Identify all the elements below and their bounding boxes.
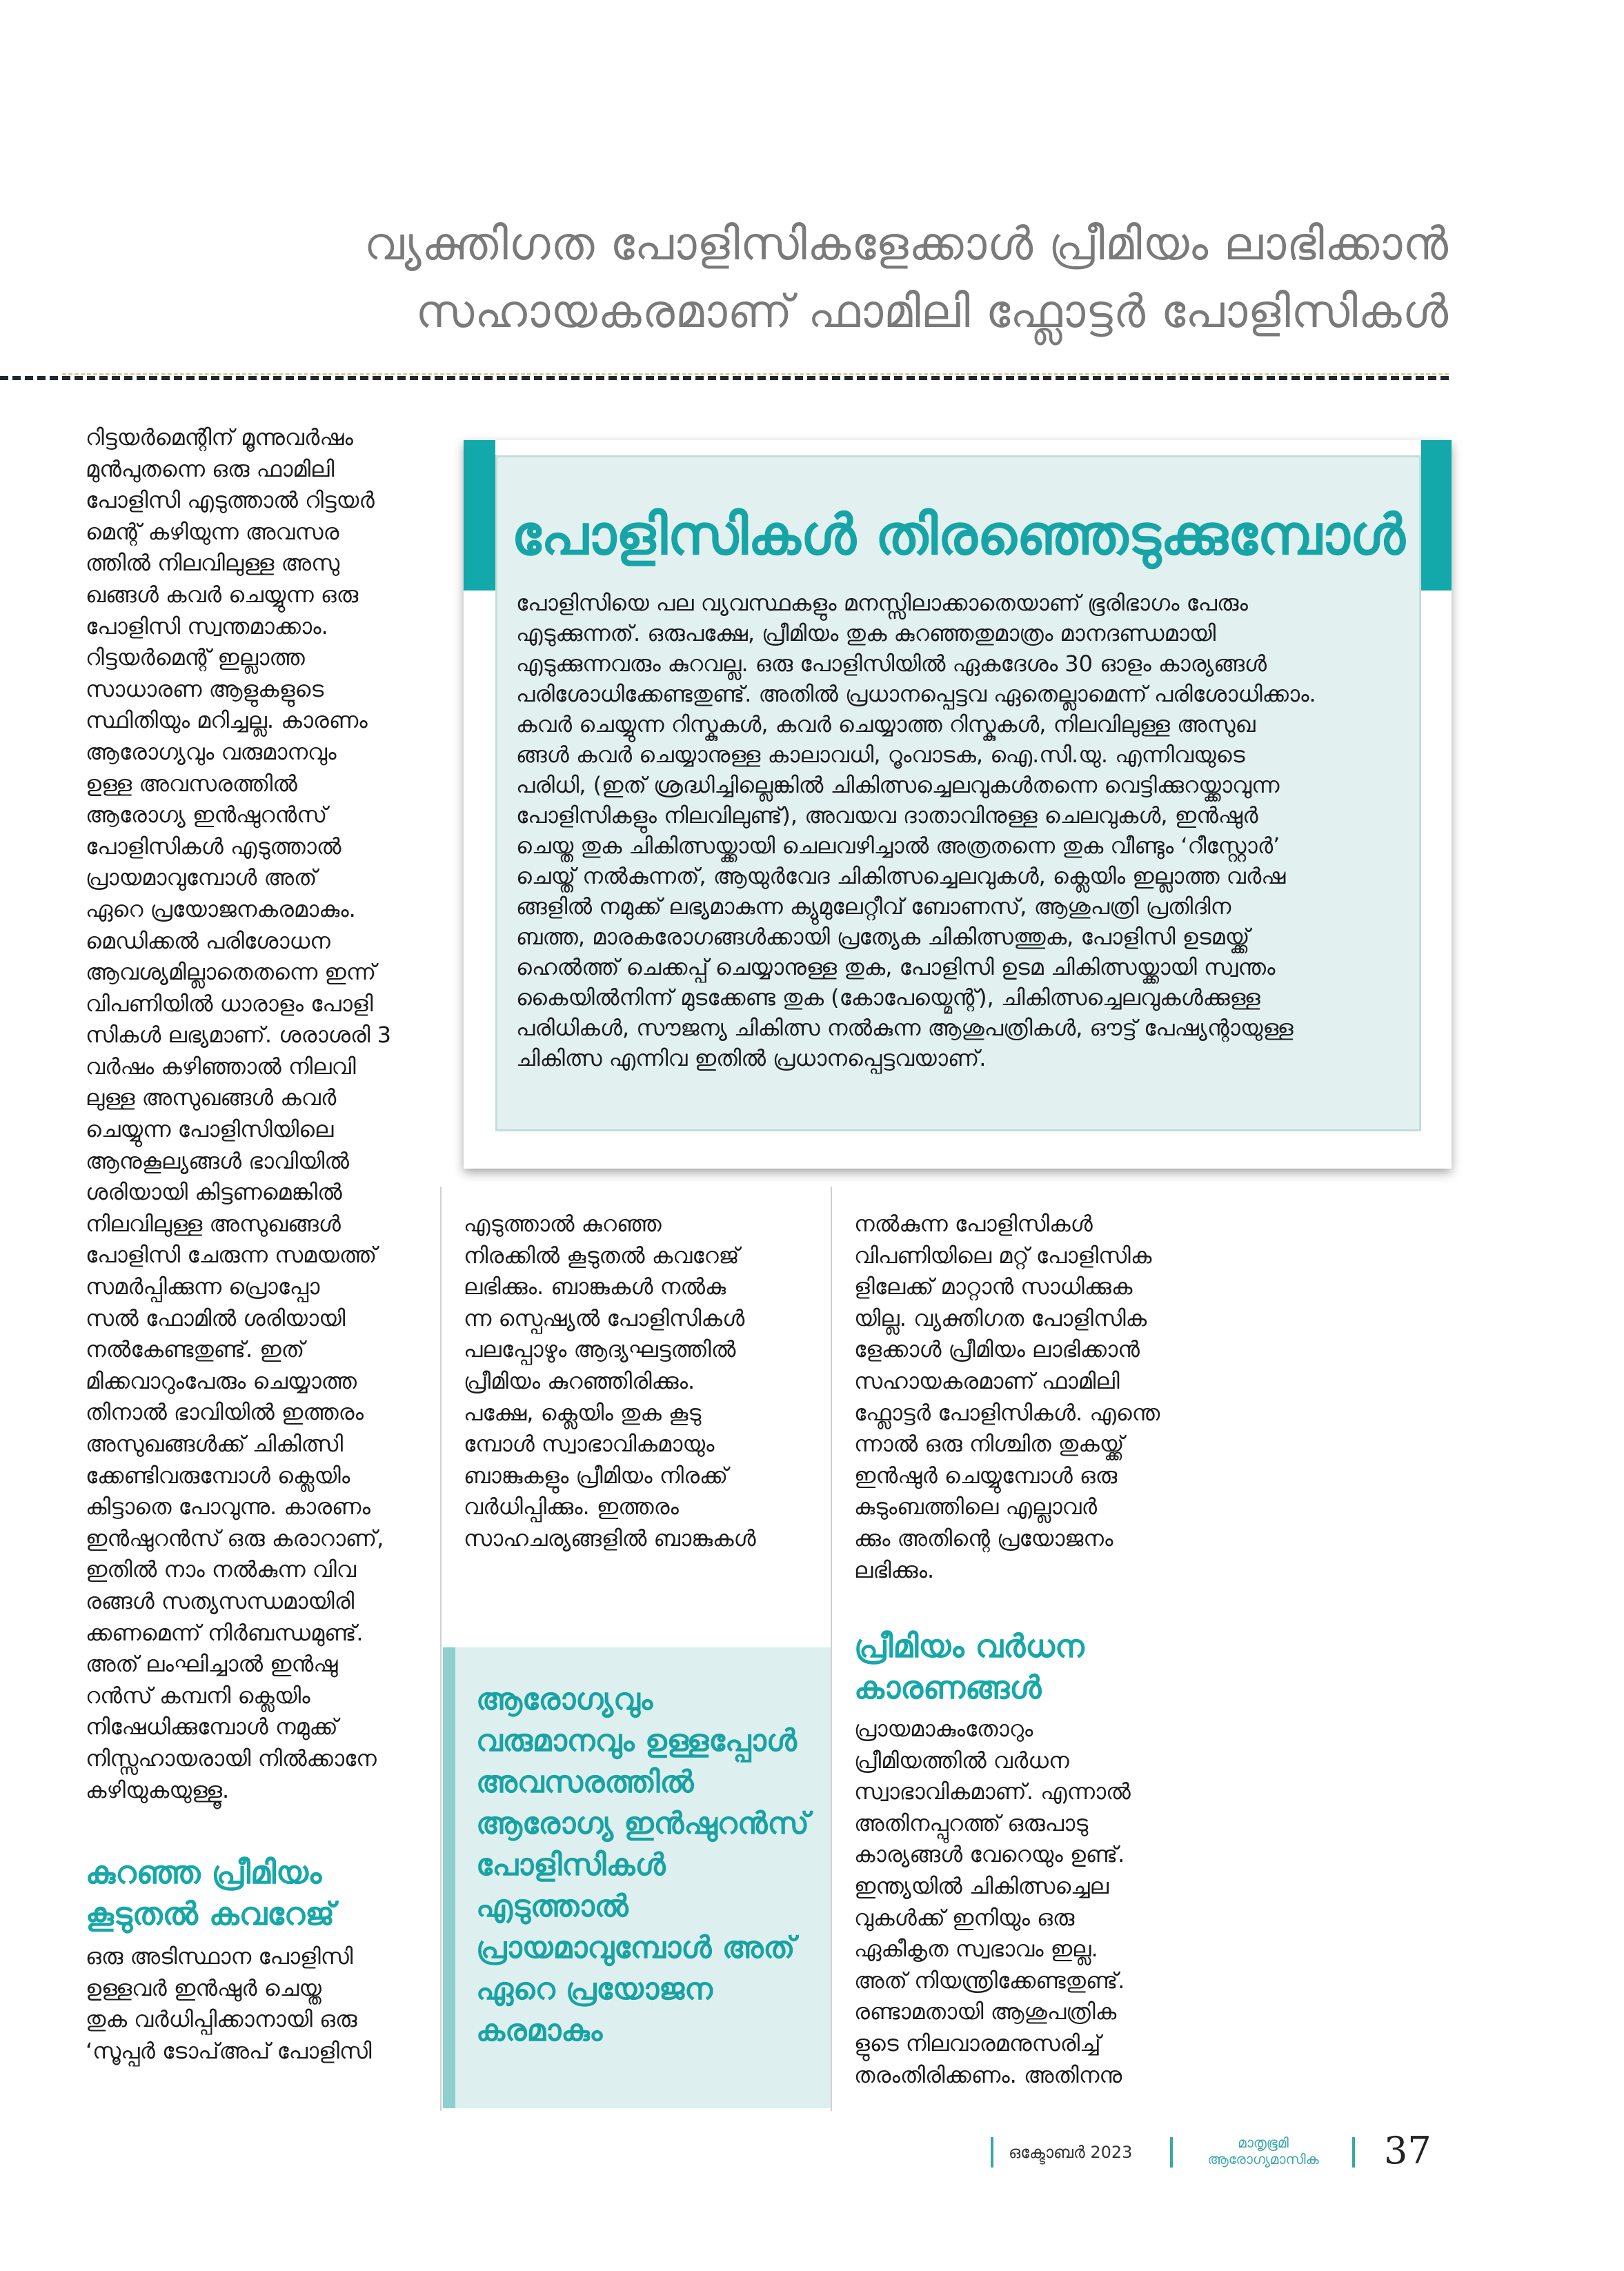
footer-date: ഒക്ടോബർ 2023 [1009,2143,1133,2162]
column1-subheading: കുറഞ്ഞ പ്രീമിയം കൂടുതൽ കവറേജ് [86,1854,335,1932]
info-box-accent-left [464,440,495,591]
header-divider [0,376,1449,380]
footer-separator [1170,2137,1173,2168]
footer-separator [991,2137,993,2168]
column3-subheading: പ്രീമിയം വർധന കാരണങ്ങൾ [854,1627,1085,1706]
pull-quote-bar [443,1647,455,2108]
column3-body-text-2: പ്രായമാകുംതോറും പ്രീമിയത്തിൽ വർധന സ്വാഭാവികമാണ്. എന്നാൽ അതിനപ്പുറത്ത് ഒരുപാടു കാര്യങ്ങൾ വേറെയും ഉണ്ട്. ഇന്ത്യയിൽ ചികിത്സച്ചെല വുകൾക്ക് ഇനിയും ഒരു ഏകീകൃത സ്വഭാവം ഇല്ല. അത് നിയന്ത്രിക്കേണ്ടതുണ്ട്. രണ്ടാമതായി ആശുപത്രിക ളുടെ നിലവാരമനുസരിച്ച് തരംതിരിക്കണം. അതിനനു [854,1716,1131,2088]
column-divider [831,1187,832,2111]
column1-body-text: റിട്ടയർമെന്റിന് മൂന്നുവർഷം മുൻപുതന്നെ ഒരു ഫാമിലി പോളിസി എടുത്താൽ റിട്ടയർ മെന്റ് കഴിയുന്ന അവസര ത്തിൽ നിലവിലുള്ള അസു ഖങ്ങൾ കവർ ചെയ്യുന്ന ഒരു പോളിസി സ്വന്തമാക്കാം. റിട്ടയർമെന്റ് ഇല്ലാത്ത സാധാരണ ആളുകളുടെ സ്ഥിതിയും മറിച്ചല്ല. കാരണം ആരോഗ്യവും വരുമാനവും ഉള്ള അവസരത്തിൽ ആരോഗ്യ ഇൻഷുറൻസ് പോളിസികൾ എടുത്താൽ പ്രായമാവുമ്പോൾ അത് ഏറെ പ്രയോജനകരമാകും. മെഡിക്കൽ പരിശോധന ആവശ്യമില്ലാതെതന്നെ ഇന്ന് വിപണിയിൽ ധാരാളം പോളി സികൾ ലഭ്യമാണ്. ശരാശരി 3 വർഷം കഴിഞ്ഞാൽ നിലവി ലുള്ള അസുഖങ്ങൾ കവർ ചെയ്യുന്ന പോളിസിയിലെ ആനുകൂല്യങ്ങൾ ഭാവിയിൽ ശരിയായി കിട്ടണമെങ്കിൽ നിലവിലുള്ള അസുഖങ്ങൾ പോളിസി ചേരുന്ന സമയത്ത് സമർപ്പിക്കുന്ന പ്രൊപ്പോ സൽ ഫോമിൽ ശരിയായി നൽകേണ്ടതുണ്ട്. ഇത് മിക്കവാറുംപേരും ചെയ്യാത്ത തിനാൽ ഭാവിയിൽ ഇത്തരം അസുഖങ്ങൾക്ക് ചികിത്സി ക്കേണ്ടിവരുമ്പോൾ ക്ലെയിം കിട്ടാതെ പോവുന്നു. കാരണം ഇൻഷുറൻസ് ഒരു കരാറാണ്, ഇതിൽ നാം നൽകുന്ന വിവ രങ്ങൾ സത്യസന്ധമായിരി ക്കണമെന്ന് നിർബന്ധമുണ്ട്. അത് ലംഘിച്ചാൽ ഇൻഷു റൻസ് കമ്പനി ക്ലെയിം നിഷേധിക്കുമ്പോൾ നമുക്ക് നിസ്സഹായരായി നിൽക്കാനേ കഴിയുകയുള്ളൂ. [86,424,391,1803]
page-number: 37 [1384,2129,1432,2172]
pull-quote-text: ആരോഗ്യവും വരുമാനവും ഉള്ളപ്പോൾ അവസരത്തിൽ ആരോഗ്യ ഇൻഷുറൻസ് പോളിസികൾ എടുത്താൽ പ്രായമാവുമ്പോൾ അത് ഏറെ പ്രയോജന കരമാകും [476,1682,809,2048]
info-box-title: പോളിസികൾ തിരഞ്ഞെടുക്കുമ്പോൾ [511,503,1405,567]
column1-body-text-2: ഒരു അടിസ്ഥാന പോളിസി ഉള്ളവർ ഇൻഷുർ ചെയ്ത തുക വർധിപ്പിക്കാനായി ഒരു ‘സൂപ്പർ ടോപ്അപ് പോളിസി [86,1943,372,2064]
info-box-accent-right [1421,440,1452,591]
column2-body-text: എടുത്താൽ കുറഞ്ഞ നിരക്കിൽ കൂടുതൽ കവറേജ് ലഭിക്കും. ബാങ്കുകൾ നൽകു ന്ന സ്പെഷ്യൽ പോളിസികൾ പലപ്പോഴും ആദ്യഘട്ടത്തിൽ പ്രീമിയം കുറഞ്ഞിരിക്കും. പക്ഷേ, ക്ലെയിം തുക കൂടു മ്പോൾ സ്വാഭാവികമായും ബാങ്കുകളും പ്രീമിയം നിരക്ക് വർധിപ്പിക്കും. ഇത്തരം സാഹചര്യങ്ങളിൽ ബാങ്കുകൾ [464,1211,756,1551]
article-header-line-1: വ്യക്തിഗത പോളിസികളേക്കാൾ പ്രീമിയം ലാഭിക്കാൻ [364,217,1449,270]
column-divider [440,1187,442,2111]
info-box-body: പോളിസിയെ പല വ്യവസ്ഥകളും മനസ്സിലാക്കാതെയാണ് ഭൂരിഭാഗം പേരും എടുക്കുന്നത്. ഒരുപക്ഷേ, പ്രീമിയം തുക കുറഞ്ഞതുമാത്രം മാനദണ്ഡമായി എടുക്കുന്നവരും കുറവല്ല. ഒരു പോളിസിയിൽ ഏകദേശം 30 ഓളം കാര്യങ്ങൾ പരിശോധിക്കേണ്ടതുണ്ട്. അതിൽ പ്രധാനപ്പെട്ടവ ഏതെല്ലാമെന്ന് പരിശോധിക്കാം. കവർ ചെയ്യുന്ന റിസ്കുകൾ, കവർ ചെയ്യാത്ത റിസ്കുകൾ, നിലവിലുള്ള അസുഖ ങ്ങൾ കവർ ചെയ്യാനുള്ള കാലാവധി, റൂംവാടക, ഐ.സി.യു. എന്നിവയുടെ പരിധി, (ഇത് ശ്രദ്ധിച്ചില്ലെങ്കിൽ ചികിത്സച്ചെലവുകൾതന്നെ വെട്ടിക്കുറയ്ക്കാവുന്ന പോളിസികളും നിലവിലുണ്ട്), അവയവ ദാതാവിനുള്ള ചെലവുകൾ, ഇൻഷുർ ചെയ്ത തുക ചികിത്സയ്ക്കായി ചെലവഴിച്ചാൽ അത്രതന്നെ തുക വീണ്ടും ‘റീസ്റ്റോർ’ ചെയ്ത് നൽകുന്നത്, ആയുർവേദ ചികിത്സച്ചെലവുകൾ, ക്ലെയിം ഇല്ലാത്ത വർഷ ങ്ങളിൽ നമുക്ക് ലഭ്യമാകുന്ന ക്യുമുലേറ്റീവ് ബോണസ്, ആശുപത്രി പ്രതിദിന ബത്ത, മാരകരോഗങ്ങൾക്കായി പ്രത്യേക ചികിത്സത്തുക, പോളിസി ഉടമയ്ക്ക് ഹെൽത്ത് ചെക്കപ്പ് ചെയ്യാനുള്ള തുക, പോളിസി ഉടമ ചികിത്സയ്ക്കായി സ്വന്തം കൈയിൽനിന്ന് മുടക്കേണ്ട തുക (കോപേയ്മെന്റ്), ചികിത്സച്ചെലവുകൾക്കുള്ള പരിധികൾ, സൗജന്യ ചികിത്സ നൽകുന്ന ആശുപത്രികൾ, ഔട്ട് പേഷ്യന്റായുള്ള ചികിത്സ എന്നിവ ഇതിൽ പ്രധാനപ്പെട്ടവയാണ്. [516,590,1316,1071]
column3-body-text: നൽകുന്ന പോളിസികൾ വിപണിയിലെ മറ്റ് പോളിസിക ളിലേക്ക് മാറ്റാൻ സാധിക്കുക യില്ല. വ്യക്തിഗത പോളിസിക ളേക്കാൾ പ്രീമിയം ലാഭിക്കാൻ സഹായകരമാണ് ഫാമിലി ഫ്ലോട്ടർ പോളിസികൾ. എന്തെ ന്നാൽ ഒരു നിശ്ചിത തുകയ്ക്ക് ഇൻഷുർ ചെയ്യുമ്പോൾ ഒരു കുടുംബത്തിലെ എല്ലാവർ ക്കും അതിന്റെ പ്രയോജനം ലഭിക്കും. [854,1211,1160,1583]
magazine-logo: മാതൃഭൂമി ആരോഗ്യമാസിക [1207,2134,1319,2168]
footer-separator [1352,2137,1355,2168]
article-header-line-2: സഹായകരമാണ് ഫാമിലി ഫ്ലോട്ടർ പോളിസികൾ [415,285,1449,338]
header-divider-accent [62,373,1449,375]
